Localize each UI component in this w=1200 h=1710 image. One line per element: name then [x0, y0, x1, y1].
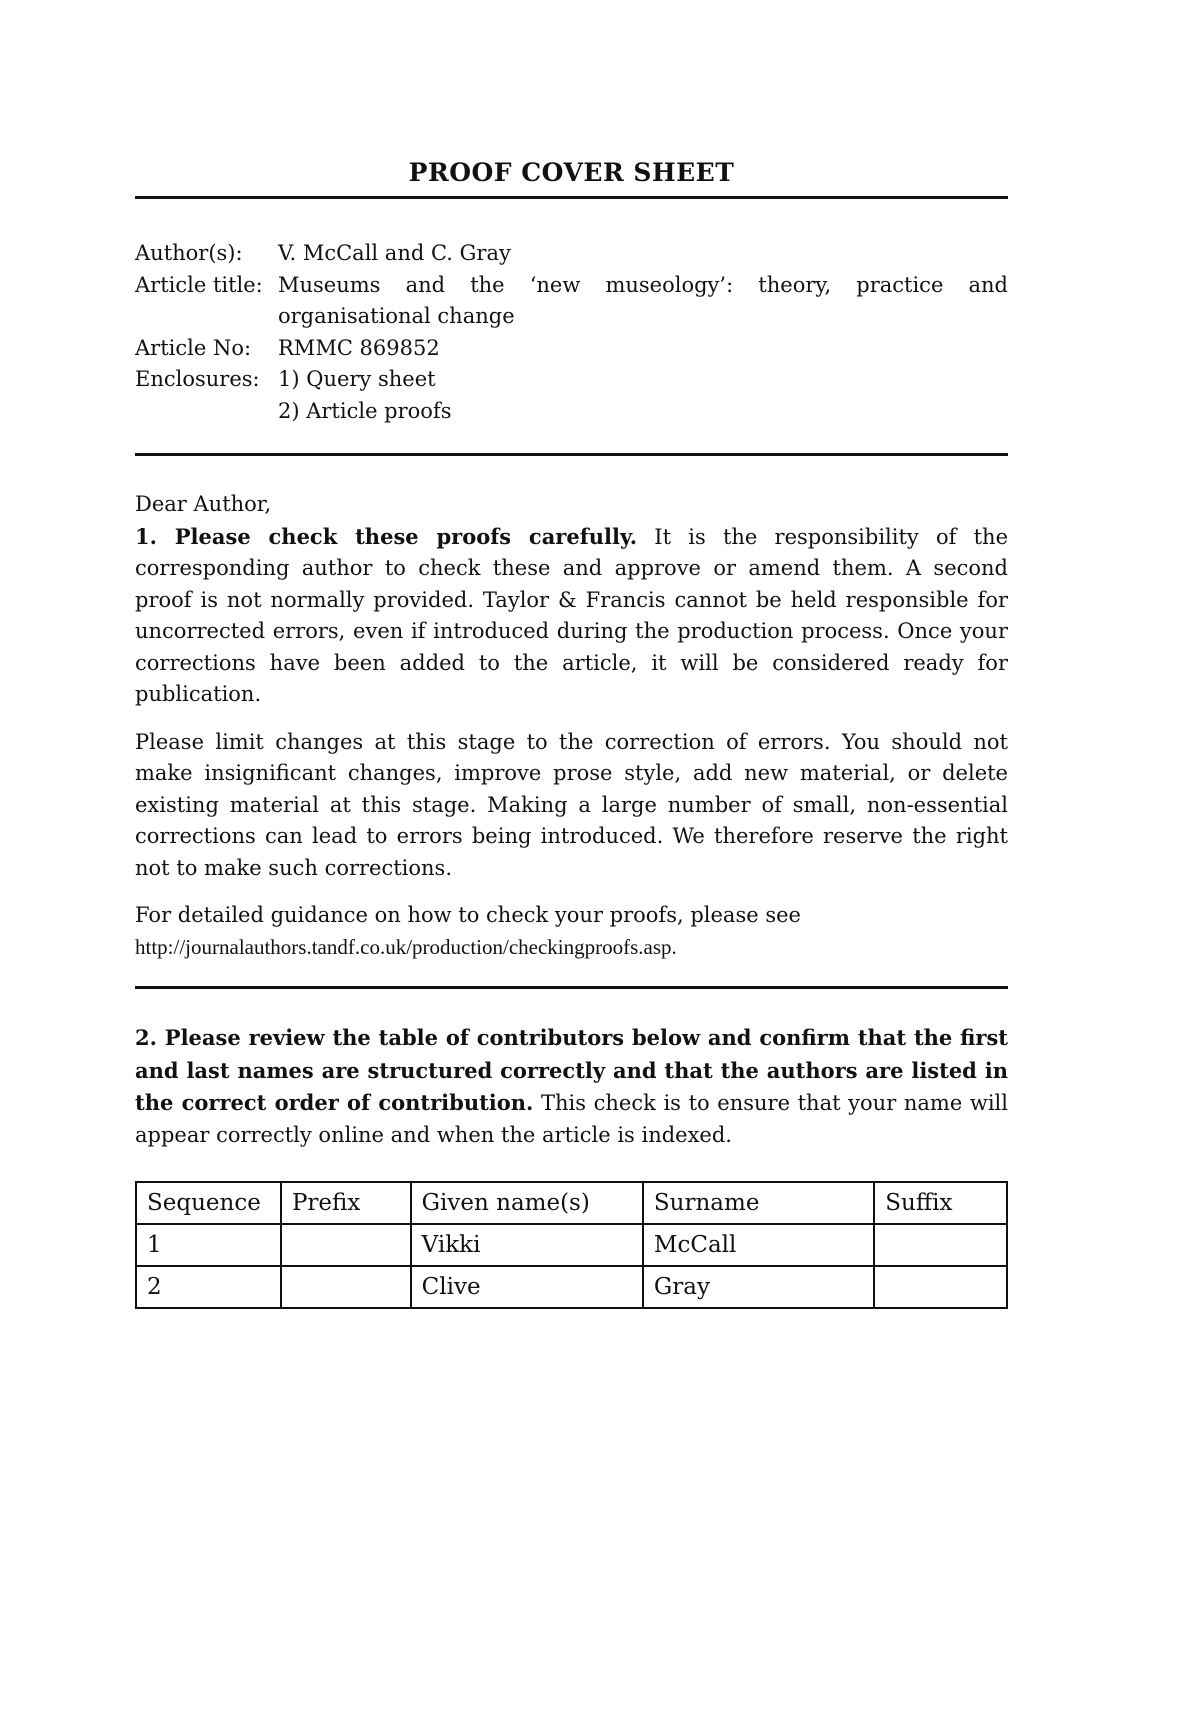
- contributors-instructions: [135, 1022, 1008, 1151]
- header-prefix: Prefix: [281, 1182, 411, 1224]
- table-row: [136, 1266, 1007, 1308]
- table-row: [136, 1224, 1007, 1266]
- guidance-link[interactable]: http://journalauthors.tandf.co.uk/production/checkingproofs.asp.: [135, 934, 677, 959]
- authors-row: [135, 238, 1008, 270]
- proof-cover-sheet: [135, 140, 1008, 1309]
- article-no-value: RMMC 869852: [278, 335, 440, 360]
- enclosures-item-1: 1) Query sheet: [278, 367, 436, 391]
- section-1: [135, 489, 1008, 963]
- header-sequence: Sequence: [136, 1182, 281, 1224]
- page-title: PROOF COVER SHEET: [408, 158, 735, 187]
- cell-prefix: [281, 1266, 411, 1308]
- article-no-label: Article No:: [135, 335, 252, 360]
- header-surname: Surname: [643, 1182, 874, 1224]
- cell-prefix: [281, 1224, 411, 1266]
- enclosures-item-2: 2) Article proofs: [278, 398, 452, 423]
- cell-sequence: 1: [136, 1224, 281, 1266]
- cell-surname: McCall: [643, 1224, 874, 1266]
- guidance-paragraph: For detailed guidance on how to check your proofs, please see: [135, 903, 801, 927]
- article-no-row: [135, 333, 1008, 365]
- instructions-heading: 1. Please check these proofs carefully.: [135, 523, 638, 549]
- greeting: Dear Author,: [135, 492, 272, 516]
- instructions-paragraph: [135, 521, 1008, 711]
- contributors-text: This check is to ensure that your name will appear correctly online and when the article is indexed.: [135, 1091, 1008, 1147]
- cell-given-name: Clive: [411, 1266, 643, 1308]
- enclosures-row-2: [135, 396, 1008, 428]
- article-metadata: [135, 238, 1008, 427]
- article-title-label: Article title:: [135, 272, 263, 297]
- instructions-text: It is the responsibility of the corresponding author to check these and approve or amend them. A second proof is not normally provided. Taylor & Francis cannot be held responsible for uncorrected errors, even if introduced during the production process. Once your corrections have been added to the article, it will be considered ready for publication.: [135, 524, 1008, 706]
- header-given-names: Given name(s): [411, 1182, 643, 1224]
- cell-surname: Gray: [643, 1266, 874, 1308]
- table-header-row: [136, 1182, 1007, 1224]
- enclosures-row: [135, 364, 1008, 396]
- cell-suffix: [874, 1224, 1007, 1266]
- cell-sequence: 2: [136, 1266, 281, 1308]
- limit-changes-paragraph: Please limit changes at this stage to the correction of errors. You should not make insignificant changes, improve prose style, add new material, or delete existing material at this stage. Making a large number of small, non-essential corrections can lead to errors being introduced. We therefore reserve the right not to make such corrections.: [135, 729, 1008, 880]
- contributors-heading: 2. Please review the table of contributors below and confirm that the first and last names are structured correctly and that the authors are listed in the correct order of contribution.: [135, 1025, 1008, 1115]
- authors-value: V. McCall and C. Gray: [278, 241, 511, 265]
- enclosures-label: Enclosures:: [135, 367, 260, 391]
- authors-label: Author(s):: [135, 241, 243, 265]
- cell-given-name: Vikki: [411, 1224, 643, 1266]
- article-title-value: Museums and the ‘new museology’: theory, practice and organisational change: [278, 272, 1008, 328]
- article-title-row: [135, 270, 1008, 333]
- contributors-table: [135, 1181, 1008, 1309]
- cell-suffix: [874, 1266, 1007, 1308]
- header-suffix: Suffix: [874, 1182, 1007, 1224]
